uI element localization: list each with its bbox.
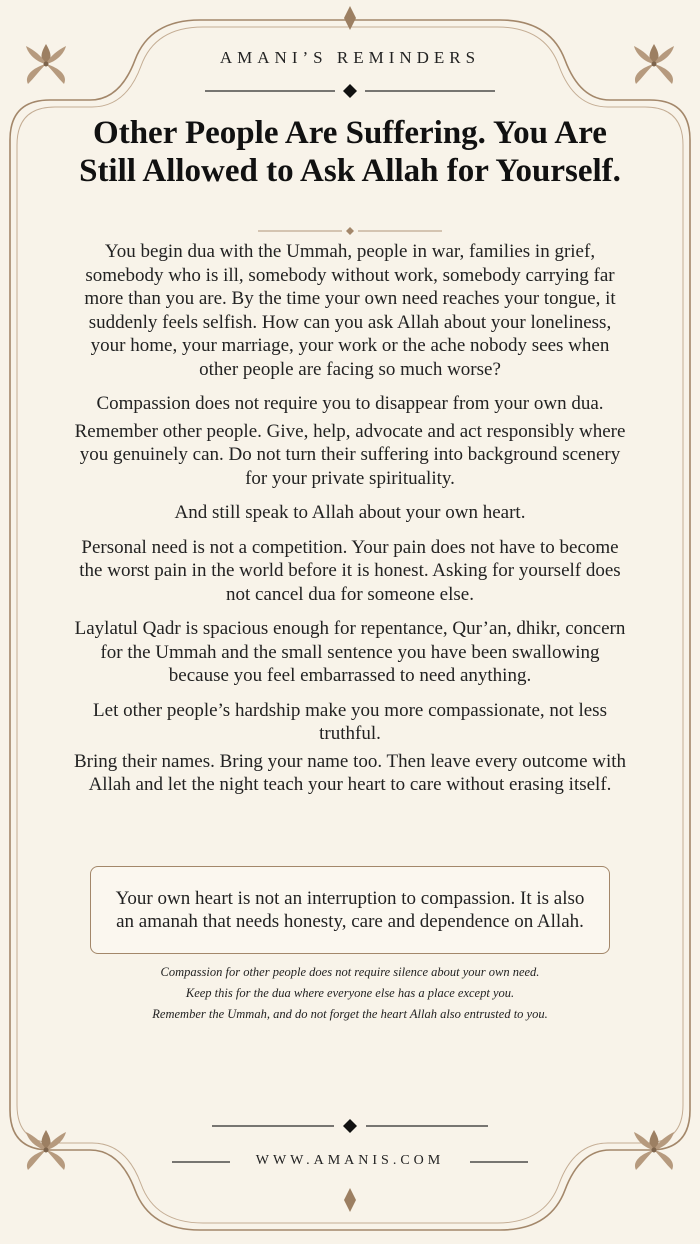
callout-text: Your own heart is not an interruption to compassion. It is also an amanah that needs honesty, care and dependence on Allah.: [115, 887, 585, 932]
top-diamond-ornament: [344, 6, 356, 30]
header-divider: [205, 84, 495, 98]
body-paragraph: Compassion does not require you to disappear from your own dua.: [96, 393, 604, 414]
footer-note: Keep this for the dua where everyone else has a place except you.: [185, 986, 515, 1000]
body-paragraph: Laylatul Qadr is spacious enough for repentance, Qur’an, dhikr, concern for the Ummah and the small sentence you have been swallowing because you feel embarrassed to need anything.: [74, 618, 626, 686]
website-link[interactable]: WWW.AMANIS.COM: [255, 1153, 445, 1168]
body-paragraph: Remember other people. Give, help, advocate and act responsibly where you genuinely can. Do not turn their suffering into background scenery for your private spirituality.: [74, 420, 626, 489]
body-paragraph: Personal need is not a competition. Your pain does not have to become the worst pain in the world before it is honest. Asking for yourself does not cancel dua for someone else.: [79, 536, 621, 605]
footer-note: Compassion for other people does not require silence about your own need.: [160, 965, 540, 979]
footer-divider: [212, 1119, 488, 1133]
article-body: [72, 240, 628, 808]
title-divider: [258, 227, 442, 235]
brand-header: AMANI’S REMINDERS: [219, 48, 481, 67]
page-title: Other People Are Suffering. You Are Still Allowed to Ask Allah for Yourself.: [79, 115, 621, 189]
callout-box: [90, 866, 610, 954]
body-paragraph: You begin dua with the Ummah, people in war, families in grief, somebody who is ill, somebody without work, somebody carrying far more than you are. By the time your own need reaches your tongue, it suddenly feels selfish. How can you ask Allah about your loneliness, your home, your marriage, your work or the ache nobody sees when other people are facing so much worse?: [84, 241, 616, 380]
body-paragraph: Bring their names. Bring your name too. Then leave every outcome with Allah and let the night teach your heart to care without erasing itself.: [73, 750, 627, 795]
body-paragraph: Let other people’s hardship make you more compassionate, not less truthful.: [93, 699, 607, 744]
footer-note: Remember the Ummah, and do not forget the heart Allah also entrusted to you.: [152, 1007, 548, 1021]
body-paragraph: And still speak to Allah about your own heart.: [174, 502, 526, 523]
bottom-diamond-ornament: [344, 1188, 356, 1212]
footer-notes: [60, 962, 640, 1025]
